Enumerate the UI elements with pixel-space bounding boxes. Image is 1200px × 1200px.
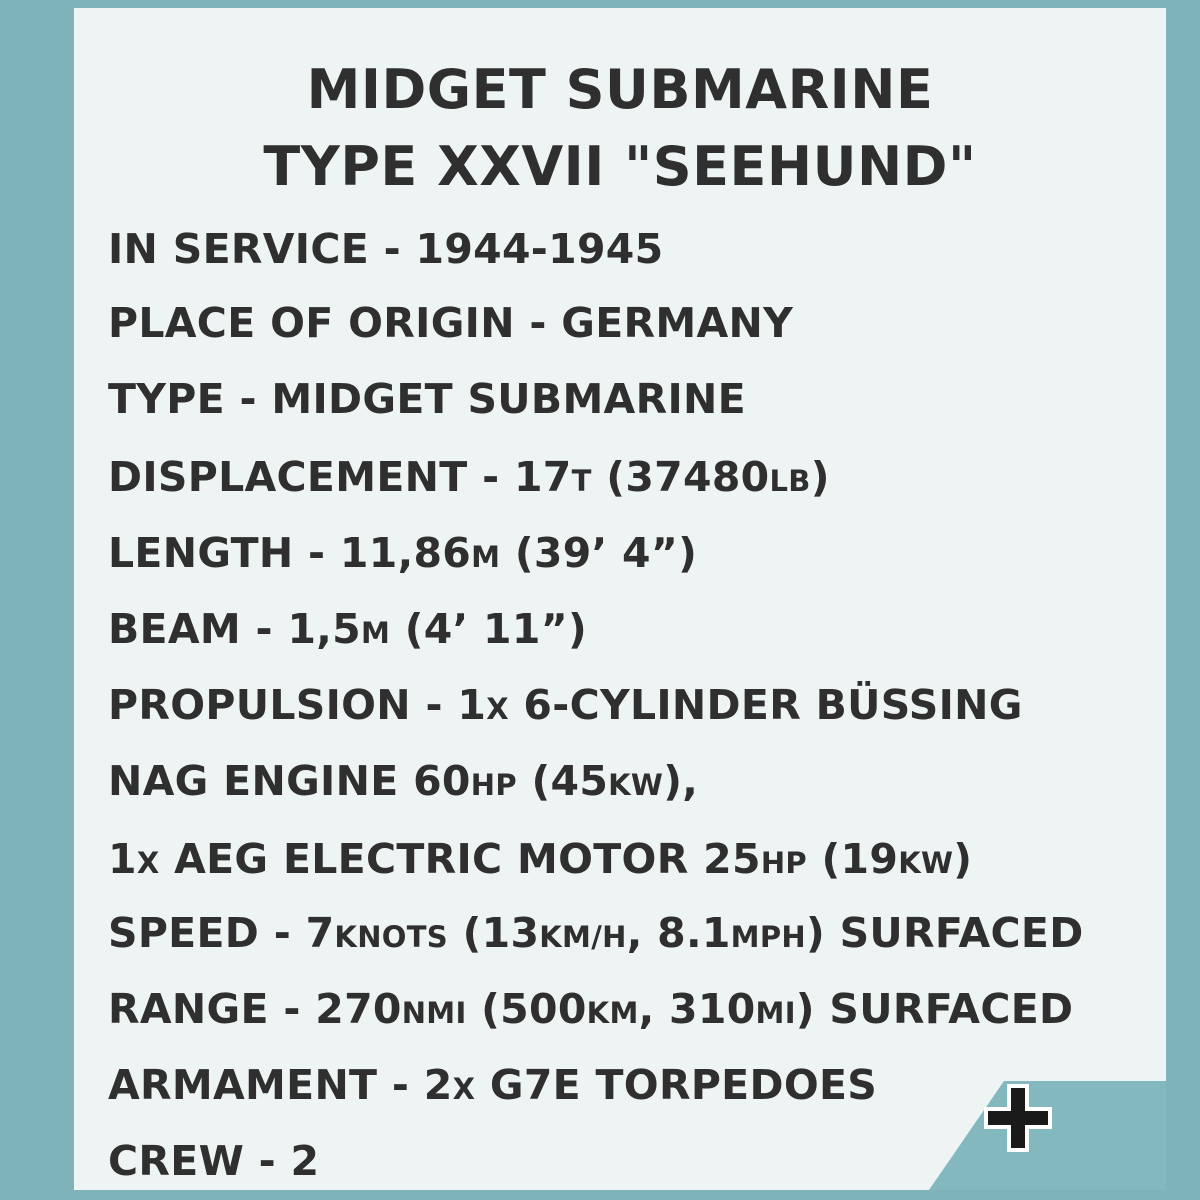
spec-propulsion-line-1: PROPULSION - 1X 6-CYLINDER BÜSSING	[108, 681, 1023, 729]
spec-panel	[74, 8, 1166, 1190]
spec-propulsion-line-3: 1X AEG ELECTRIC MOTOR 25HP (19KW)	[108, 835, 973, 883]
spec-speed: SPEED - 7KNOTS (13KM/H, 8.1MPH) SURFACED	[108, 909, 1084, 957]
spec-length: LENGTH - 11,86M (39’ 4”)	[108, 529, 698, 577]
spec-type: TYPE - MIDGET SUBMARINE	[108, 375, 746, 423]
spec-range: RANGE - 270NMI (500KM, 310MI) SURFACED	[108, 985, 1074, 1033]
spec-place-of-origin: PLACE OF ORIGIN - GERMANY	[108, 299, 794, 347]
spec-beam: BEAM - 1,5M (4’ 11”)	[108, 605, 587, 653]
spec-displacement: DISPLACEMENT - 17T (37480LB)	[108, 453, 830, 501]
spec-crew: CREW - 2	[108, 1137, 320, 1185]
spec-propulsion-line-2: NAG ENGINE 60HP (45KW),	[108, 757, 699, 805]
title-line-1: MIDGET SUBMARINE	[306, 58, 934, 121]
spec-armament: ARMAMENT - 2X G7E TORPEDOES	[108, 1061, 878, 1109]
title-line-2: TYPE XXVII "SEEHUND"	[263, 135, 977, 198]
spec-in-service: IN SERVICE - 1944-1945	[108, 225, 664, 273]
